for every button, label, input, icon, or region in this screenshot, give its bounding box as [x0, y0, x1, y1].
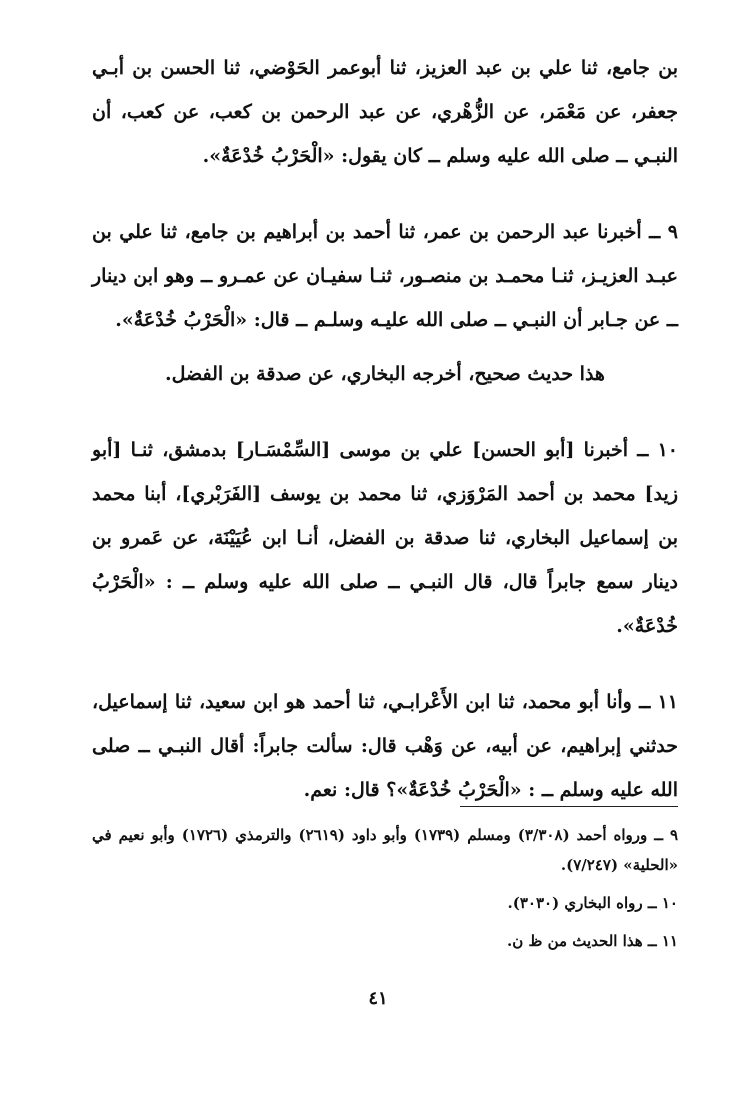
footnote-9: ٩ ــ ورواه أحمد (٣/٣٠٨) ومسلم (١٧٣٩) وأبو داود (٢٦١٩) والترمذي (١٧٢٦) وأبو نعيم في «الحلية» (٧/٢٤٧). — [92, 826, 678, 874]
page-number: ٤١ — [368, 988, 388, 1009]
paragraph-continuation: بن جامع، ثنا علي بن عبد العزيز، ثنا أبوعمر الحَوْضي، ثنا الحسن بن أبـي جعفر، عن مَعْمَر، عن الزُّهْري، عن عبد الرحمن بن كعب، عن كعب، أن النبـي ــ صلى الله عليه وسلم ــ كان يقول: «الْحَرْبُ خُدْعَةٌ». — [92, 57, 678, 167]
paragraph-hadith-9: ٩ ــ أخبرنا عبد الرحمن بن عمر، ثنا أحمد بن أبراهيم بن جامع، ثنا علي بن عبـد العزيـز، ثنـا محمـد بن منصـور، ثنـا سفيـان عن عمـرو ــ وهو ابن دينار ــ عن جـابر أن النبـي ــ صلى الله عليـه وسلـم ــ قال: «الْحَرْبُ خُدْعَةٌ». — [92, 221, 678, 331]
paragraph-grading-note: هذا حديث صحيح، أخرجه البخاري، عن صدقة بن الفضل. — [165, 363, 605, 385]
footnotes — [92, 820, 678, 964]
paragraph-hadith-10: ١٠ ــ أخبرنا [أبو الحسن] علي بن موسى [السِّمْسَـار] بدمشق، ثنـا [أبو زيد] محمد بن أحمد المَرْوَزي، ثنا محمد بن يوسف [الفَرَبْري]، أبنا محمد بن إسماعيل البخاري، ثنا صدقة بن الفضل، أنـا ابن عُيَيْنَة، عن عَمرو بن دينار سمع جابراً قال، قال النبـي ــ صلى الله عليه وسلم ــ : «الْحَرْبُ خُدْعَةٌ». — [92, 439, 678, 637]
paragraph-hadith-11: ١١ ــ وأنا أبو محمد، ثنا ابن الأَعْرابـي، ثنا أحمد هو ابن سعيد، ثنا إسماعيل، حدثني إبراهيم، عن أبيه، عن وَهْب قال: سألت جابراً: أقال النبـي ــ صلى الله عليه وسلم ــ : «الْحَرْبُ خُدْعَةٌ»؟ قال: نعم. — [92, 691, 678, 801]
footnote-10: ١٠ ــ رواه البخاري (٣٠٣٠). — [507, 894, 678, 912]
footnote-divider — [460, 806, 678, 807]
footnote-11: ١١ ــ هذا الحديث من ظ ن. — [507, 932, 678, 950]
main-text — [92, 46, 678, 812]
